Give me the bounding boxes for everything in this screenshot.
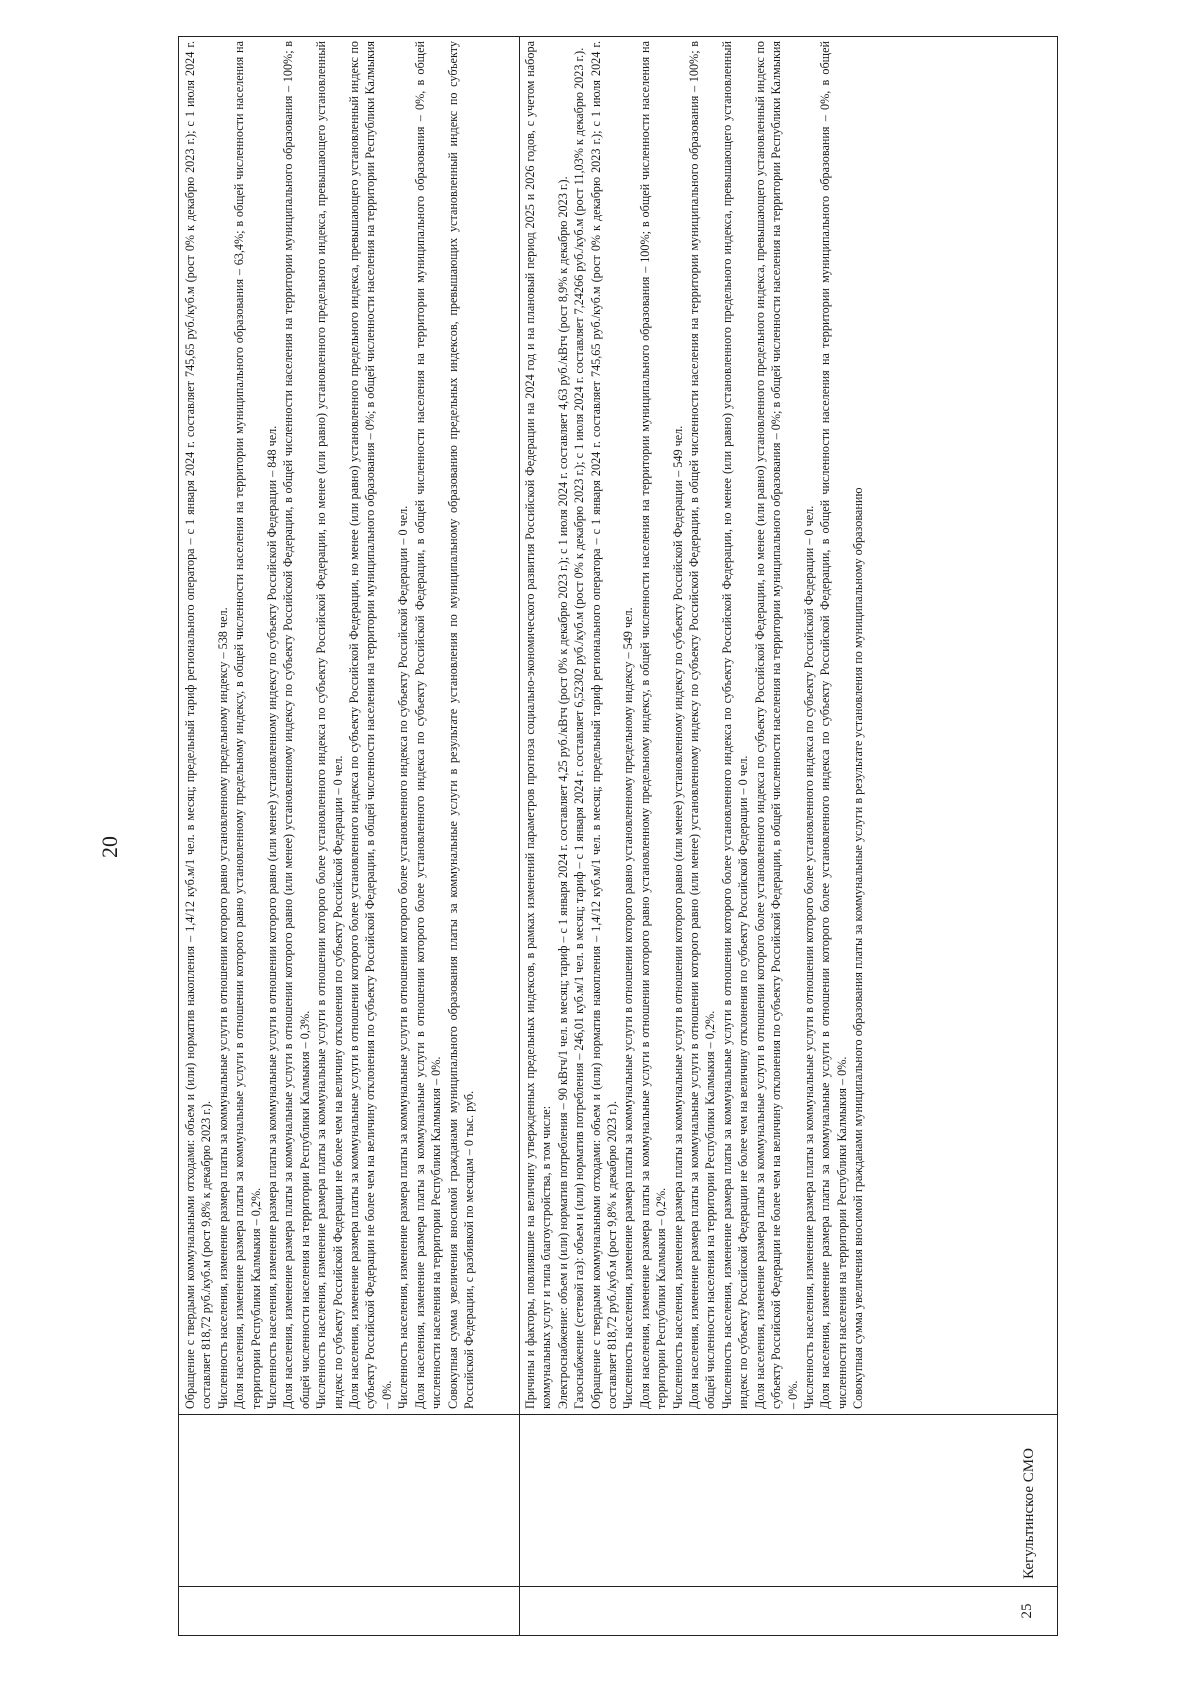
municipality-name	[179, 1415, 191, 1587]
paragraph: Численность населения, изменение размера платы за коммунальные услуги в отношении которого равно (или менее) установленному индексу по субъекту Российской Федерации – 848 чел.	[265, 425, 280, 1409]
paragraph: Доля населения, изменение размера платы за коммунальные услуги в отношении которого более установленного индекса по субъекту Российской Федерации, в общей численности населения на территории муниципального образования – 0%, в общей численности населения на территории Республики Калмыкия – 0%.	[818, 41, 849, 1409]
paragraph: Совокупная сумма увеличения вносимой гражданами муниципального образования платы за коммунальные услуги в результате установления по муниципальному образованию предельных индексов, превышающих установленный индекс по субъекту Российской Федерации, с разбивкой по месяцам – 0 тыс. руб.	[445, 41, 476, 1409]
paragraph: Численность населения, изменение размера платы за коммунальные услуги в отношении которого более установленного индекса по субъекту Российской Федерации, но менее (или равно) установленного предельного индекса, превышающего установленный индекс по субъекту Российской Федерации не более чем на величину отклонения по субъекту Российской Федерации – 0 чел.	[719, 41, 751, 1409]
paragraph: Численность населения, изменение размера платы за коммунальные услуги в отношении которого равно (или менее) установленному индексу по субъекту Российской Федерации – 549 чел.	[670, 425, 685, 1409]
paragraph: Численность населения, изменение размера платы за коммунальные услуги в отношении которого равно установленному предельному индексу – 538 чел.	[215, 607, 230, 1409]
paragraph: Численность населения, изменение размера платы за коммунальные услуги в отношении которого более установленного индекса по субъекту Российской Федерации – 0 чел.	[396, 505, 411, 1409]
paragraph: Доля населения, изменение размера платы за коммунальные услуги в отношении которого равно установленному предельному индексу, в общей численности населения на территории муниципального образования – 100%; в общей численности населения на территории Республики Калмыкия – 0,2%.	[637, 41, 669, 1409]
paragraph: Численность населения, изменение размера платы за коммунальные услуги в отношении которого более установленного индекса по субъекту Российской Федерации – 0 чел.	[801, 505, 816, 1409]
paragraph: Электроснабжение: объем и (или) норматив потребления – 90 кВтч/1 чел. в месяц; тариф – с 1 января 2024 г. составляет 4,25 руб./кВтч (рост 0% к декабрю 2023 г.); с 1 июля 2024 г. составляет 4,63 руб./кВтч (рост 8,9% к декабрю 2023 г.).	[555, 176, 570, 1409]
paragraph: Доля населения, изменение размера платы за коммунальные услуги в отношении которого более установленного индекса по субъекту Российской Федерации, но менее (или равно) установленного предельного индекса, превышающего установленный индекс по субъекту Российской Федерации не более чем на величину отклонения по субъекту Российской Федерации, в общей численности населения на территории муниципального образования – 0%; в общей численности населения на территории Республики Калмыкия – 0%.	[752, 41, 800, 1409]
paragraph: Доля населения, изменение размера платы за коммунальные услуги в отношении которого более установленного индекса по субъекту Российской Федерации, но менее (или равно) установленного предельного индекса, превышающего установленный индекс по субъекту Российской Федерации не более чем на величину отклонения по субъекту Российской Федерации, в общей численности населения на территории муниципального образования – 0%; в общей численности населения на территории Республики Калмыкия – 0%.	[347, 41, 394, 1409]
paragraph: Численность населения, изменение размера платы за коммунальные услуги в отношении которого более установленного индекса по субъекту Российской Федерации, но менее (или равно) установленного предельного индекса, превышающего установленный индекс по субъекту Российской Федерации не более чем на величину отклонения по субъекту Российской Федерации – 0 чел.	[314, 41, 345, 1409]
page-number: 20	[97, 836, 122, 858]
paragraph: Доля населения, изменение размера платы за коммунальные услуги в отношении которого равно установленному предельному индексу, в общей численности населения на территории муниципального образования – 63,4%; в общей численности населения на территории Республики Калмыкия – 0,2%.	[232, 41, 263, 1409]
paragraph: Совокупная сумма увеличения вносимой гражданами муниципального образования платы за коммунальные услуги в результате установления по муниципальному образованию	[851, 487, 866, 1409]
paragraph: Обращение с твердыми коммунальными отходами: объем и (или) норматив накопления – 1,4/12 куб.м/1 чел. в месяц; предельный тариф регионального оператора – с 1 января 2024 г. составляет 745,65 руб./куб.м (рост 0% к декабрю 2023 г.); с 1 июля 2024 г. составляет 818,72 руб./куб.м (рост 9,8% к декабрю 2023 г.).	[588, 41, 620, 1409]
paragraph: Обращение с твердыми коммунальными отходами: объем и (или) норматив накопления – 1,4/12 куб.м/1 чел. в месяц; предельный тариф регионального оператора – с 1 января 2024 г. составляет 745,65 руб./куб.м (рост 0% к декабрю 2023 г.); с 1 июля 2024 г. составляет 818,72 руб./куб.м (рост 9,8% к декабрю 2023 г.).	[183, 41, 214, 1409]
document-table	[178, 36, 1058, 1636]
table-row	[179, 35, 519, 1635]
row-description	[519, 35, 870, 1415]
rotated-page	[178, 36, 1058, 1636]
row-description	[179, 35, 480, 1415]
municipality-name: Кегультинское СМО	[1021, 1448, 1037, 1579]
paragraph: Численность населения, изменение размера платы за коммунальные услуги в отношении которого равно установленному предельному индексу – 549 чел.	[621, 607, 636, 1409]
paragraph: Причины и факторы, повлиявшие на величину утвержденных предельных индексов, в рамках изменений параметров прогноза социально-экономического развития Российской Федерации на 2024 год и на плановый период 2025 и 2026 годов, с учетом набора коммунальных услуг и типа благоустройства, в том числе:	[523, 41, 554, 1409]
paragraph: Доля населения, изменение размера платы за коммунальные услуги в отношении которого равно (или менее) установленному индексу по субъекту Российской Федерации, в общей численности населения на территории муниципального образования – 100%; в общей численности населения на территории Республики Калмыкия – 0,2%.	[687, 41, 718, 1409]
paragraph: Газоснабжение (сетевой газ): объем и (или) норматив потребления – 246,01 куб.м/1 чел. в месяц; тариф – с 1 января 2024 г. составляет 6,52302 руб./куб.м (рост 0% к декабрю 2023 г.); с 1 июля 2024 г. составляет 7,24266 руб./куб.м (рост 11,03% к декабрю 2023 г.).	[572, 47, 587, 1409]
paragraph: Доля населения, изменение размера платы за коммунальные услуги в отношении которого более установленного индекса по субъекту Российской Федерации, в общей численности населения на территории муниципального образования – 0%, в общей численности населения на территории Республики Калмыкия – 0%.	[412, 41, 444, 1409]
table-row	[519, 35, 1059, 1635]
paragraph: Доля населения, изменение размера платы за коммунальные услуги в отношении которого равно (или менее) установленному индексу по субъекту Российской Федерации, в общей численности населения на территории муниципального образования – 100%; в общей численности населения на территории Республики Калмыкия – 0,3%.	[281, 41, 312, 1409]
row-number: 25	[1019, 1603, 1035, 1619]
